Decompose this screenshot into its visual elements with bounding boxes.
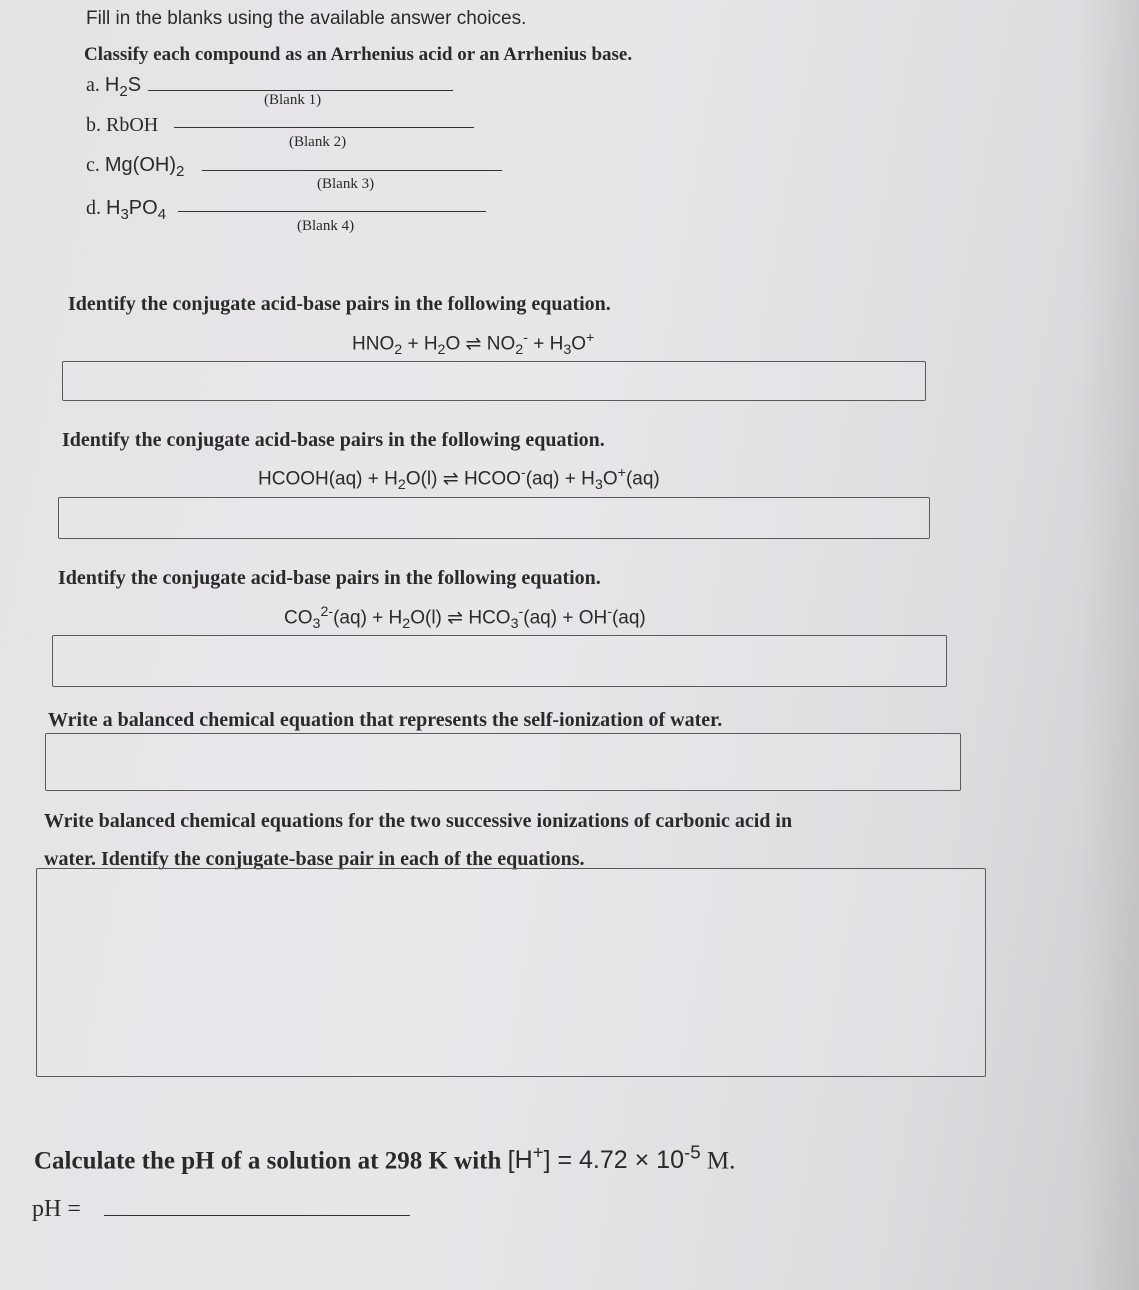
- carbonic-heading-line2: water. Identify the conjugate-base pair in each of the equations.: [44, 848, 585, 870]
- item-d-label: [86, 197, 166, 223]
- item-a-label: [86, 74, 141, 100]
- ph-answer-label: pH =: [32, 1196, 81, 1222]
- conj2-equation: HCOOH(aq) + $H_2O(l)$ ⇌ HCOO-(aq) + $H_3O^+(aq)$: [258, 465, 660, 494]
- blank-3-line[interactable]: [202, 170, 502, 171]
- item-c-letter: c.: [86, 154, 100, 176]
- ph-question-text: Calculate the pH of a solution at 298 K with: [34, 1147, 508, 1175]
- ph-answer-line[interactable]: [104, 1215, 410, 1216]
- item-c-label: [86, 154, 184, 180]
- conj3-answer-box[interactable]: [52, 635, 947, 687]
- blank-1-caption: (Blank 1): [264, 92, 322, 108]
- blank-1-line[interactable]: [148, 90, 453, 91]
- classify-heading: Classify each compound as an Arrhenius acid or an Arrhenius base.: [84, 44, 633, 65]
- item-d-formula: $H_3PO_4$: [106, 197, 167, 223]
- item-a-formula: $H_2S$: [104, 74, 142, 100]
- conj3-heading: Identify the conjugate acid-base pairs in the following equation.: [58, 567, 601, 589]
- conj1-answer-box[interactable]: [62, 361, 926, 401]
- conj2-answer-box[interactable]: [58, 497, 930, 539]
- ph-question: [34, 1142, 735, 1175]
- item-b-formula: RbOH: [106, 114, 159, 136]
- item-a-letter: a.: [86, 74, 100, 96]
- conj2-heading: Identify the conjugate acid-base pairs in the following equation.: [62, 429, 605, 451]
- water-heading: Write a balanced chemical equation that represents the self-ionization of water.: [48, 709, 723, 731]
- page-shadow: [1079, 0, 1139, 1290]
- ph-concentration: $[H^+] = 4.72 \times 10^{-5}$: [507, 1142, 701, 1175]
- item-c-formula: $Mg(OH)_2$: [104, 154, 185, 180]
- blank-2-caption: (Blank 2): [289, 134, 347, 150]
- carbonic-answer-box[interactable]: [36, 868, 986, 1077]
- item-d-letter: d.: [86, 197, 101, 219]
- conj1-heading: Identify the conjugate acid-base pairs in the following equation.: [68, 293, 611, 315]
- blank-4-caption: (Blank 4): [297, 218, 355, 234]
- blank-2-line[interactable]: [174, 127, 474, 128]
- ph-unit: M.: [700, 1147, 736, 1175]
- instructions-text: Fill in the blanks using the available answer choices.: [86, 8, 527, 29]
- conj3-equation: $CO_3^{2-}(aq) + H_2O(l)$ ⇌ $HCO_3^-(aq) + OH^-(aq)$: [284, 604, 646, 633]
- blank-4-line[interactable]: [178, 211, 486, 212]
- item-b-letter: b.: [86, 114, 101, 136]
- conj1-equation: $HNO_2 + H_2O$ ⇌ $NO_2^- + H_3O^+$: [352, 330, 595, 359]
- carbonic-heading-line1: Write balanced chemical equations for the two successive ionizations of carbonic acid in: [44, 810, 793, 832]
- blank-3-caption: (Blank 3): [317, 176, 375, 192]
- item-b-label: [86, 114, 158, 137]
- water-answer-box[interactable]: [45, 733, 961, 791]
